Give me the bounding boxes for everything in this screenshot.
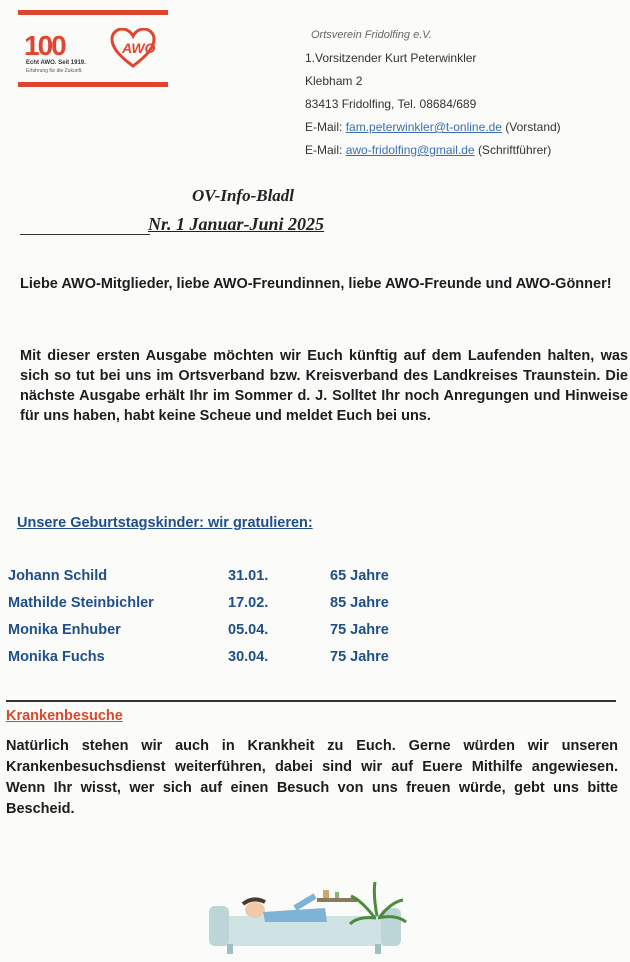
email-line-2 — [305, 139, 561, 162]
birthday-row — [8, 649, 428, 676]
title-rule — [20, 234, 150, 235]
email-label: E-Mail: — [305, 143, 343, 157]
city-phone: 83413 Fridolfing, Tel. 08684/689 — [305, 97, 477, 111]
email-link-vorstand[interactable]: fam.peterwinkler@t-online.de — [345, 120, 502, 134]
email-role: (Schriftführer) — [477, 143, 552, 157]
email-link-schriftfuehrer[interactable]: awo-fridolfing@gmail.de — [345, 143, 475, 157]
birthday-name: Johann Schild — [8, 568, 108, 584]
newsletter-title: OV-Info-Bladl — [192, 186, 295, 205]
intro-paragraph: Mit dieser ersten Ausgabe möchten wir Euch künftig auf dem Laufenden halten, was sich so tut bei uns im Ortsverband bzw. Kreisverband des Landkreises Traunstein. Die nächste Ausgabe erhält Ihr im Sommer d. J. Solltet Ihr noch Anregungen und Hinweise für uns haben, habt keine Scheue und meldet Euch bei uns. — [20, 348, 628, 424]
email-role: (Vorstand) — [505, 120, 561, 134]
org-name: Ortsverein Fridolfing e.V. — [311, 29, 432, 41]
birthday-age: 75 Jahre — [330, 649, 389, 665]
logo-tagline: Echt AWO. Seit 1919. — [26, 60, 86, 66]
logo-subtagline: Erfahrung für die Zukunft. — [26, 68, 83, 74]
birthday-list — [8, 568, 428, 676]
birthday-row — [8, 595, 428, 622]
krankenbesuche-heading: Krankenbesuche — [6, 708, 123, 724]
krankenbesuche-text: Natürlich stehen wir auch in Krankheit zu Euch. Gerne würden wir unseren Krankenbesuchsdienst weiterführen, dabei sind wir auf Euere Mithilfe angewiesen. Wenn Ihr wisst, wer sich auf einen Besuch von uns freuen würde, gebt uns bitte Bescheid. — [6, 738, 618, 817]
email-label: E-Mail: — [305, 120, 343, 134]
birthday-date: 31.01. — [228, 568, 269, 584]
birthday-date: 05.04. — [228, 622, 269, 638]
section-divider — [6, 700, 616, 702]
birthday-name: Monika Fuchs — [8, 649, 105, 665]
birthday-age: 85 Jahre — [330, 595, 389, 611]
logo-100-years: 100 — [24, 30, 65, 61]
birthday-age: 65 Jahre — [330, 568, 389, 584]
greeting: Liebe AWO-Mitglieder, liebe AWO-Freundinnen, liebe AWO-Freunde und AWO-Gönner! — [20, 276, 612, 292]
awo-brand-text: AWO — [122, 40, 156, 56]
birthday-date: 17.02. — [228, 595, 269, 611]
birthday-name: Monika Enhuber — [8, 622, 121, 638]
awo-logo — [18, 10, 168, 90]
logo-bar-top — [18, 10, 168, 15]
address-block — [305, 24, 561, 162]
resting-on-sofa-illustration — [205, 878, 415, 958]
birthday-heading: Unsere Geburtstagskinder: wir gratulieren: — [17, 515, 313, 531]
logo-bar-bottom — [18, 82, 168, 87]
birthday-age: 75 Jahre — [330, 622, 389, 638]
street: Klebham 2 — [305, 74, 363, 88]
chair-name: 1.Vorsitzender Kurt Peterwinkler — [305, 51, 477, 65]
birthday-date: 30.04. — [228, 649, 269, 665]
newsletter-issue: Nr. 1 Januar-Juni 2025 — [148, 214, 325, 234]
birthday-name: Mathilde Steinbichler — [8, 595, 154, 611]
email-line-1 — [305, 116, 561, 139]
birthday-row — [8, 568, 428, 595]
birthday-row — [8, 622, 428, 649]
